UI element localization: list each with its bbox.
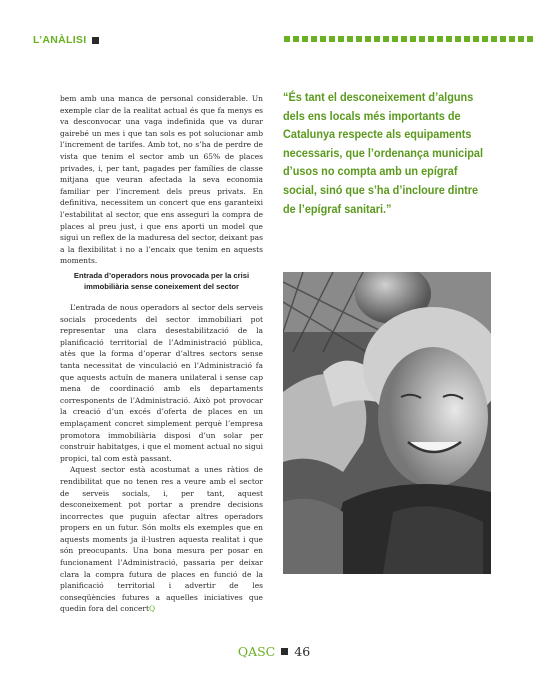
header-square-icon [92,37,99,44]
paragraph: bem amb una manca de personal considerable. Un exemple clar de la realitat actual és que fa menys es va desconvocar una vaga indefinida que va durar gairebé un mes i que tan sols es pot solucionar amb l’increment de tarifes. Amb tot, no s’ha de perdre de vista que tenim el sector amb un 65% de places privades, i, per tant, pagades per famílies de classe mitjana que veuran afectada la seva economia familiar per l’increment dels preus privats. En definitiva, necessitem un concert que ens garanteixi l’estabilitat al sector, que ens asseguri la compra de places al preu just, i que ens aporti un model que sigui un reflex de la maduresa del sector, deixant pas a la flexibilitat i no a l’encaix que tenim en aquests moments. [60,94,263,266]
top-body-text [60,93,263,267]
page-footer [0,644,548,659]
paragraph: L’entrada de nous operadors al sector dels serveis socials procedents del sector immobiliari pot representar una clara desestabilització de la planificació territorial de l’Administració pública, atès que la forma d’operar d’altres sectors sense tanta necessitat de vinculació en l’Administració fa que aquests actuïn de manera unilateral i sense cap mena de coordinació amb els departaments corresponents de l’Administració. Això pot provocar la creació d’un excés d’oferta de places en un emplaçament concret simplement perquè l’empresa promotora immobiliària disposi d’un solar per construir habitatges, i que el moment actual no sigui propici, tal com està passant. [60,303,263,463]
end-mark: Q [149,604,156,614]
section-header [33,34,99,46]
header-decoration [284,36,533,42]
photo-elderly-women [283,272,491,574]
subheading: Entrada d’operadors nous provocada per la crisi immobiliària sense coneixement del sector [73,271,250,291]
page-number: 46 [294,644,311,659]
paragraph-last: Aquest sector està acostumat a unes ràtios de rendibilitat que no tenen res a veure amb el sector de serveis socials, i, per tant, aquest desconeixement pot portar a prendre decisions incorrectes que puguin afectar altres operadors propers en un futur. Són molts els exemples que en aquests moments ja il·lustren aquesta realitat i que són preocupants. Una bona mesura per posar en funcionament l’Administració, passaria per deixar clara la compra futura de places en funció de la planificació territorial i advertir de les conseqüències futures a aquelles iniciatives que quedin fora del concertQ [60,465,263,614]
pull-quote: “És tant el desconeixement d’alguns dels ens locals més importants de Catalunya respecte als equipaments necessaris, que l’ordenança municipal d’usos no compta amb un epígraf social, sinó que s’ha d’incloure dintre de l’epígraf sanitari.” [283,90,483,216]
photo-illustration [283,272,491,574]
bottom-body-text [60,302,263,615]
section-title: L’ANÀLISI [33,34,87,46]
footer-square-icon [281,648,288,655]
footer-brand: QASC [237,644,276,659]
